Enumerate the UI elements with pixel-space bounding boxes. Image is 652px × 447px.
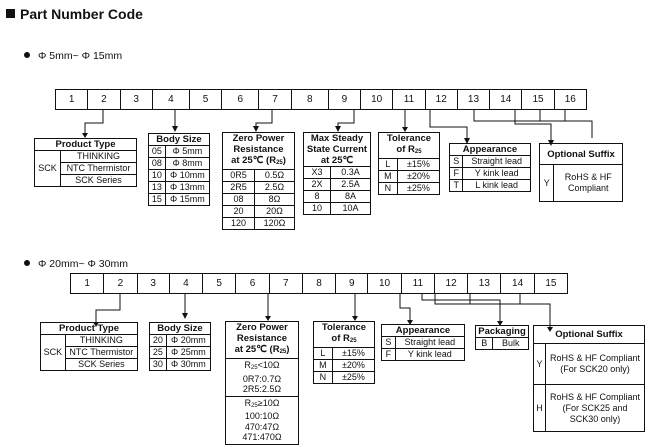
row-code: 2X (304, 179, 331, 191)
row-code: 10 (304, 203, 331, 215)
table-row (304, 191, 371, 203)
digit-box: 14 (490, 90, 522, 109)
packaging-code: B (476, 338, 493, 350)
table-row (149, 170, 210, 182)
product-line: THINKING (60, 151, 136, 163)
table-row (149, 194, 210, 206)
optional-suffix-header: Optional Suffix (540, 144, 623, 165)
suffix-code: Y (540, 165, 554, 202)
row-value: Φ 15mm (165, 194, 209, 206)
product-type-header: Product Type (41, 323, 138, 335)
table-row (382, 337, 465, 349)
row-value: 8Ω (255, 194, 295, 206)
table-row (223, 206, 295, 218)
appearance-header: Appearance (450, 144, 531, 156)
steady-header-3: at 25℃ (320, 155, 354, 166)
table-row (149, 158, 210, 170)
zero-power-table-2 (225, 321, 299, 445)
row-value: L kink lead (463, 180, 531, 192)
row-code: 0R5 (223, 170, 255, 182)
row-value: Straight lead (463, 156, 531, 168)
appearance-table-2 (381, 324, 465, 361)
suffix-text: RoHS & HF Compliant (549, 353, 640, 363)
packaging-header: Packaging (476, 326, 529, 338)
row-value: 8A (331, 191, 371, 203)
digit-box: 12 (435, 274, 468, 293)
table-row (379, 171, 440, 183)
page-title-text: Part Number Code (20, 6, 143, 22)
tolerance-header-1: Tolerance (386, 133, 432, 144)
suffix-code: Y (534, 344, 546, 385)
digit-box: 14 (501, 274, 534, 293)
suffix-text: (For SCK20 only) (560, 364, 630, 374)
steady-header-1: Max Steady (310, 133, 364, 144)
row-code: L (314, 348, 333, 360)
section-1-label: Φ 5mm~ Φ 15mm (38, 50, 123, 62)
table-row (223, 194, 295, 206)
product-code: SCK (41, 335, 66, 371)
digit-box: 3 (121, 90, 153, 109)
tolerance-table-1 (378, 132, 440, 195)
body-size-header: Body Size (150, 323, 211, 335)
body-size-table-1 (148, 133, 210, 206)
digit-box: 2 (88, 90, 120, 109)
product-type-header: Product Type (35, 139, 137, 151)
digit-box: 9 (329, 90, 361, 109)
digit-box: 7 (259, 90, 291, 109)
row-value: Φ 8mm (165, 158, 209, 170)
digit-box: 13 (468, 274, 501, 293)
row-code: 20 (223, 206, 255, 218)
table-row (450, 180, 531, 192)
table-row (450, 156, 531, 168)
table-row (150, 359, 211, 371)
tolerance-header-1: Tolerance (321, 322, 367, 333)
table-row (382, 349, 465, 361)
row-code: N (379, 183, 398, 195)
optional-suffix-table-2 (533, 325, 645, 432)
suffix-code: H (534, 385, 546, 432)
table-row (304, 179, 371, 191)
row-value: Y kink lead (463, 168, 531, 180)
row-value: Φ 25mm (166, 347, 210, 359)
bullet-icon (24, 260, 30, 266)
suffix-text: RoHS & HF (564, 172, 612, 182)
row-code: L (379, 159, 398, 171)
row-value: Φ 5mm (165, 146, 209, 158)
suffix-text: RoHS & HF Compliant (549, 391, 640, 402)
table-row (314, 372, 375, 384)
row-code: M (314, 360, 333, 372)
steady-header-2: State Current (306, 144, 368, 155)
table-row (379, 183, 440, 195)
row-value: Straight lead (395, 337, 464, 349)
suffix-text: Compliant (567, 183, 609, 193)
digit-box: 11 (402, 274, 435, 293)
zero-group-1-label: $R_{25}<10\Omega$ (244, 360, 280, 371)
steady-current-table-1 (303, 132, 371, 215)
zero-row: 100:10Ω (244, 411, 280, 421)
row-value: 2.5Ω (255, 182, 295, 194)
digit-box: 2 (104, 274, 137, 293)
row-value: ±15% (397, 159, 439, 171)
row-value: 10A (331, 203, 371, 215)
suffix-text: SCK30 only) (569, 413, 621, 424)
row-code: F (450, 168, 463, 180)
row-value: ±15% (332, 348, 374, 360)
product-line: THINKING (65, 335, 137, 347)
row-code: 25 (150, 347, 167, 359)
zero-power-header-2: Resistance (236, 333, 288, 344)
row-code: 30 (150, 359, 167, 371)
row-value: Φ 30mm (166, 359, 210, 371)
row-code: 2R5 (223, 182, 255, 194)
table-row (223, 182, 295, 194)
row-value: Φ 20mm (166, 335, 210, 347)
row-code: X3 (304, 167, 331, 179)
tolerance-table-2 (313, 321, 375, 384)
zero-power-header-1: Zero Power (232, 133, 285, 144)
row-value: 2.5A (331, 179, 371, 191)
product-type-table-2 (40, 322, 138, 371)
zero-row: 471:470Ω (242, 432, 282, 442)
row-code: N (314, 372, 333, 384)
zero-row: 0R7:0.7Ω (242, 373, 282, 384)
packaging-table-2 (475, 325, 529, 350)
zero-power-header-2: Resistance (233, 144, 284, 155)
row-code: 120 (223, 218, 255, 230)
digit-box: 6 (222, 90, 259, 109)
table-row (450, 168, 531, 180)
zero-power-table-1 (222, 132, 295, 230)
row-value: Y kink lead (395, 349, 464, 361)
digit-box: 6 (236, 274, 269, 293)
product-type-table-1 (34, 138, 137, 187)
zero-power-header-3: at 25℃ $(R_{25})$ (231, 155, 286, 166)
row-code: S (382, 337, 396, 349)
table-row (150, 335, 211, 347)
appearance-header: Appearance (382, 325, 465, 337)
digit-box: 3 (138, 274, 170, 293)
body-size-table-2 (149, 322, 211, 371)
digit-box: 1 (71, 274, 104, 293)
digit-box: 1 (56, 90, 88, 109)
zero-row: 470:47Ω (244, 421, 280, 432)
row-code: 08 (223, 194, 255, 206)
digit-box: 7 (270, 274, 303, 293)
digit-box: 8 (303, 274, 336, 293)
zero-power-header-1: Zero Power (236, 322, 288, 333)
row-code: 8 (304, 191, 331, 203)
row-code: T (450, 180, 463, 192)
row-value: 120Ω (255, 218, 295, 230)
row-code: 13 (149, 182, 166, 194)
appearance-table-1 (449, 143, 531, 192)
digit-box: 5 (190, 90, 222, 109)
row-value: Φ 13mm (165, 182, 209, 194)
row-code: F (382, 349, 396, 361)
table-row (223, 170, 295, 182)
row-value: 0.3A (331, 167, 371, 179)
zero-group-2-label: $R_{25}\ge 10\Omega$ (244, 397, 280, 409)
digit-box: 13 (458, 90, 490, 109)
zero-row: 2R5:2.5Ω (242, 384, 282, 394)
row-code: 05 (149, 146, 166, 158)
product-code: SCK (35, 151, 61, 187)
product-line: NTC Thermistor (65, 347, 137, 359)
optional-suffix-table-1 (539, 143, 623, 202)
table-row (304, 167, 371, 179)
product-line: NTC Thermistor (60, 163, 136, 175)
table-row (149, 182, 210, 194)
row-value: 20Ω (255, 206, 295, 218)
digit-box: 4 (170, 274, 203, 293)
row-value: ±25% (397, 183, 439, 195)
tolerance-header-2: of $R_{25}$ (331, 333, 357, 344)
row-value: ±20% (397, 171, 439, 183)
product-line: SCK Series (60, 175, 136, 187)
digit-box: 12 (426, 90, 458, 109)
row-code: 15 (149, 194, 166, 206)
body-size-header: Body Size (149, 134, 210, 146)
digit-box: 15 (522, 90, 554, 109)
digit-box: 16 (564, 94, 576, 105)
digit-box: 11 (393, 90, 425, 109)
row-code: S (450, 156, 463, 168)
zero-power-header-3: at 25℃ $(R_{25})$ (234, 344, 290, 355)
table-row (379, 159, 440, 171)
digit-box: 8 (292, 90, 329, 109)
digit-box: 9 (336, 274, 368, 293)
row-value: 0.5Ω (255, 170, 295, 182)
table-row (304, 203, 371, 215)
table-row (223, 218, 295, 230)
table-row (314, 360, 375, 372)
table-row (314, 348, 375, 360)
digit-box: 15 (545, 278, 557, 289)
row-code: 10 (149, 170, 166, 182)
row-value: ±20% (332, 360, 374, 372)
table-row (150, 347, 211, 359)
section-2-label: Φ 20mm~ Φ 30mm (38, 258, 128, 270)
row-value: ±25% (332, 372, 374, 384)
digit-box: 10 (368, 274, 401, 293)
optional-suffix-header: Optional Suffix (534, 326, 645, 344)
part-number-boxes-2 (70, 273, 568, 294)
row-code: M (379, 171, 398, 183)
row-code: 20 (150, 335, 167, 347)
digit-box: 4 (153, 90, 190, 109)
packaging-text: Bulk (493, 338, 529, 350)
tolerance-header-2: of $R_{25}$ (396, 144, 422, 155)
suffix-text: (For SCK25 and (562, 402, 628, 413)
row-value: Φ 10mm (165, 170, 209, 182)
digit-box: 10 (361, 90, 393, 109)
row-code: 08 (149, 158, 166, 170)
digit-box: 5 (203, 274, 236, 293)
table-row (149, 146, 210, 158)
section-2-heading (24, 258, 128, 270)
product-line: SCK Series (65, 359, 137, 371)
